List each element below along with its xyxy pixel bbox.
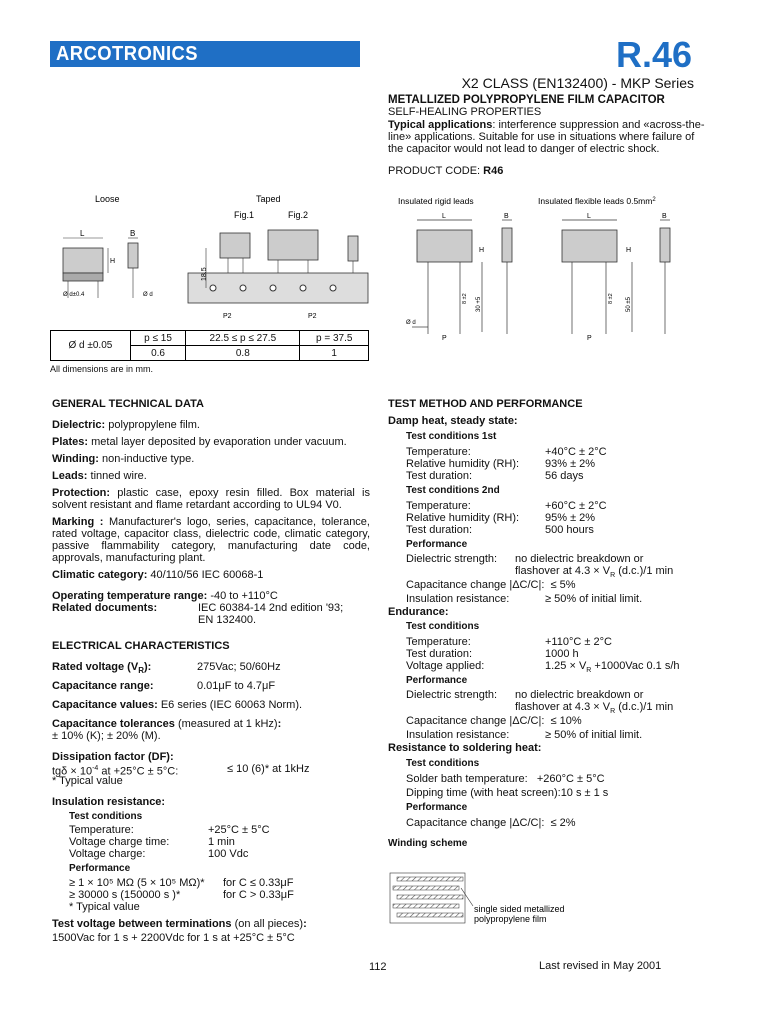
dissipation-row: $tg\delta \times 10^{-4}$ at +25°C ± 5°C: ≤ 10 (6)* at 1kHz [52, 763, 310, 778]
right-dim-b2-label: B [662, 213, 667, 220]
operating-temp-row: Operating temperature range: -40 to +110°C [52, 590, 278, 602]
soldering-performance: Performance [406, 802, 468, 813]
test-conditions-2nd: Test conditions 2nd [406, 485, 500, 496]
general-title: GENERAL TECHNICAL DATA [52, 398, 204, 410]
flexible-leads-label: Insulated flexible leads $0.5mm^2$ [538, 196, 656, 206]
right-dim-p-label: P [442, 335, 447, 342]
table-cell: 0.6 [130, 346, 185, 361]
capacitance-tolerances-row: Capacitance tolerances (measured at 1 kHz): [52, 718, 282, 730]
loose-label: Loose [95, 194, 120, 204]
dim-50-label: 50 ±5 [626, 297, 632, 312]
ins-test-conditions: Test conditions [69, 811, 143, 822]
last-revised: Last revised in May 2001 [539, 960, 662, 972]
test-voltage-value: 1500Vac for 1 s + 2200Vdc for 1 s at +25°C ± 5°C [52, 932, 295, 944]
winding-scheme-title: Winding scheme [388, 838, 468, 849]
fig2-label: Fig.2 [288, 210, 309, 220]
right-dim-h2-label: H [626, 247, 632, 254]
self-healing-label: SELF-HEALING PROPERTIES [388, 106, 542, 118]
table-cell: 1 [300, 346, 369, 361]
lead-diameter-label: Ø d ±0.05 [51, 331, 131, 361]
brand-logo: ARCOTRONICS [56, 43, 199, 65]
soldering-cap-change-row: Capacitance change |ΔC/C|: ≤ 2% [406, 817, 576, 829]
taped-label: Taped [256, 194, 281, 204]
dim-l-label: L [80, 229, 85, 238]
right-dim-h-label: H [479, 247, 485, 254]
rigid-capacitor-shape [417, 228, 512, 262]
dissipation-title: Dissipation factor (DF): [52, 751, 174, 763]
dim-d-label: Ø d [143, 292, 153, 298]
endurance-temp-row: Temperature: +110°C ± 2°C [406, 636, 612, 648]
plates-row: Plates: metal layer deposited by evaporation under vacuum. [52, 436, 347, 448]
right-dim-d-label: Ø d [406, 320, 416, 326]
loose-capacitor-shape [63, 243, 138, 281]
winding-scheme-diagram [385, 868, 585, 928]
dim-8b-label: 8 ±2 [608, 293, 614, 304]
table-header: p = 37.5 [300, 331, 369, 346]
table-header: 22.5 ≤ p ≤ 27.5 [186, 331, 300, 346]
p2-label-2: P2 [308, 313, 317, 320]
typical-applications: Typical applications: interference suppression and «across-the-line» applications. Suitable for use in situations where failure of the capacitor would not lead to danger of electric shock. [388, 119, 705, 155]
ins-perf-row-1: ≥ 1 × 10⁵ MΩ (5 × 10⁵ MΩ)* for C ≤ 0.33μF [69, 877, 294, 889]
dim-h-label: H [110, 258, 116, 265]
dim-b-label: B [130, 229, 136, 238]
dielectric-row: Dielectric: polypropylene film. [52, 419, 200, 431]
protection-row: Protection: plastic case, epoxy resin filled. Box material is solvent resistant and flame retardant according to UL94 V0. [52, 487, 370, 511]
product-heading: METALLIZED POLYPROPYLENE FILM CAPACITOR [388, 94, 665, 106]
soldering-test-conditions: Test conditions [406, 758, 480, 769]
series-subtitle: X2 CLASS (EN132400) - MKP Series [461, 75, 694, 91]
ins-temp-row: Temperature: +25°C ± 5°C [69, 824, 270, 836]
test-method-section [388, 398, 718, 850]
solder-bath-row: Solder bath temperature: +260°C ± 5°C [406, 773, 605, 785]
damp1-rh-row: Relative humidity (RH): 93% ± 2% [406, 458, 596, 470]
product-code: PRODUCT CODE: R46 [388, 165, 504, 177]
right-dim-l2-label: L [587, 213, 591, 220]
capacitor-dimension-diagram [48, 188, 373, 328]
dim-18-5-label: 18.5 [201, 267, 208, 281]
electrical-title: ELECTRICAL CHARACTERISTICS [52, 640, 230, 652]
ins-note: * Typical value [69, 901, 140, 913]
insulated-leads-diagram [392, 192, 692, 342]
general-technical-data [52, 398, 370, 626]
fig1-label: Fig.1 [234, 210, 255, 220]
winding-row: Winding: non-inductive type. [52, 453, 195, 465]
flexible-capacitor-shape [562, 228, 670, 262]
damp2-rh-row: Relative humidity (RH): 95% ± 2% [406, 512, 596, 524]
endurance-cap-change-row: Capacitance change |ΔC/C|: ≤ 10% [406, 715, 582, 727]
test-voltage-title: Test voltage between terminations (on all pieces): [52, 918, 307, 930]
ins-performance: Performance [69, 863, 131, 874]
marking-row: Marking : Manufacturer's logo, series, capacitance, tolerance, rated voltage, capacitor class, dielectric code, climatic category, passive flammability category, manufacturing date code, approvals, manufacturing plant. [52, 516, 370, 564]
rigid-leads-label: Insulated rigid leads [398, 196, 474, 206]
table-header: p ≤ 15 [130, 331, 185, 346]
capacitance-values-row: Capacitance values: E6 series (IEC 60063 Norm). [52, 699, 303, 711]
right-dim-p2-label: P [587, 335, 592, 342]
endurance-insulation-row: Insulation resistance: ≥ 50% of initial limit. [406, 729, 643, 741]
related-documents-row: Related documents: IEC 60384-14 2nd edition '93; EN 132400. [52, 602, 344, 626]
dipping-time-row: Dipping time (with heat screen):10 s ± 1 s [406, 787, 609, 799]
insulation-title: Insulation resistance: [52, 796, 166, 808]
page-number: 112 [369, 961, 387, 973]
ins-vc-row: Voltage charge: 100 Vdc [69, 848, 249, 860]
damp-dielectric-row: Dielectric strength: no dielectric breakdown or flashover at $4.3 \times V_R$ (d.c.)/1 min [406, 553, 674, 580]
test-conditions-1st: Test conditions 1st [406, 431, 497, 442]
winding-note-line2: polypropylene film [474, 914, 547, 924]
damp1-duration-row: Test duration: 56 days [406, 470, 584, 482]
dissipation-note: * Typical value [52, 775, 123, 787]
taped-capacitors [220, 230, 358, 261]
dim-30-label: 30 +5 [476, 296, 482, 312]
tape-strip [188, 273, 368, 303]
right-dim-l-label: L [442, 213, 446, 220]
damp-insulation-row: Insulation resistance: ≥ 50% of initial limit. [406, 593, 643, 605]
damp-cap-change-row: Capacitance change |ΔC/C|: ≤ 5% [406, 579, 576, 591]
endurance-performance: Performance [406, 675, 468, 686]
model-code: R.46 [615, 34, 692, 75]
test-title: TEST METHOD AND PERFORMANCE [388, 398, 583, 410]
dim-d04-label: Ø d±0.4 [63, 292, 85, 298]
endurance-dielectric-row: Dielectric strength: no dielectric breakdown or flashover at $4.3 \times V_R$ (d.c.)/1 min [406, 689, 674, 716]
damp2-temp-row: Temperature: +60°C ± 2°C [406, 500, 607, 512]
endurance-duration-row: Test duration: 1000 h [406, 648, 579, 660]
endurance-voltage-row: Voltage applied: $1.25 \times V_R +1000Vac$ 0.1 s/h [406, 660, 680, 675]
ins-vct-row: Voltage charge time: 1 min [69, 836, 235, 848]
p2-label-1: P2 [223, 313, 232, 320]
damp1-temp-row: Temperature: +40°C ± 2°C [406, 446, 607, 458]
rated-voltage-row: Rated voltage $(V_R)$: 275Vac; 50/60Hz [52, 661, 281, 676]
endurance-title: Endurance: [388, 606, 449, 618]
ins-perf-row-2: ≥ 30000 s (150000 s )* for C > 0.33μF [69, 889, 294, 901]
electrical-characteristics [52, 640, 370, 944]
soldering-title: Resistance to soldering heat: [388, 742, 542, 754]
endurance-test-conditions: Test conditions [406, 621, 480, 632]
damp-heat-title: Damp heat, steady state: [388, 415, 518, 427]
capacitance-tolerances-value: ± 10% (K); ± 20% (M). [52, 730, 161, 742]
table-cell: 0.8 [186, 346, 300, 361]
winding-layers [390, 873, 465, 923]
capacitance-range-row: Capacitance range: 0.01μF to 4.7μF [52, 680, 276, 692]
damp-performance: Performance [406, 539, 468, 550]
climatic-row: Climatic category: 40/110/56 IEC 60068-1 [52, 569, 264, 581]
leads-row: Leads: tinned wire. [52, 470, 147, 482]
winding-note-line1: single sided metallized [474, 904, 565, 914]
damp2-duration-row: Test duration: 500 hours [406, 524, 594, 536]
dim-8a-label: 8 ±2 [462, 293, 468, 304]
dimensions-note: All dimensions are in mm. [50, 364, 154, 374]
lead-diameter-table [50, 330, 369, 361]
right-dim-b-label: B [504, 213, 509, 220]
